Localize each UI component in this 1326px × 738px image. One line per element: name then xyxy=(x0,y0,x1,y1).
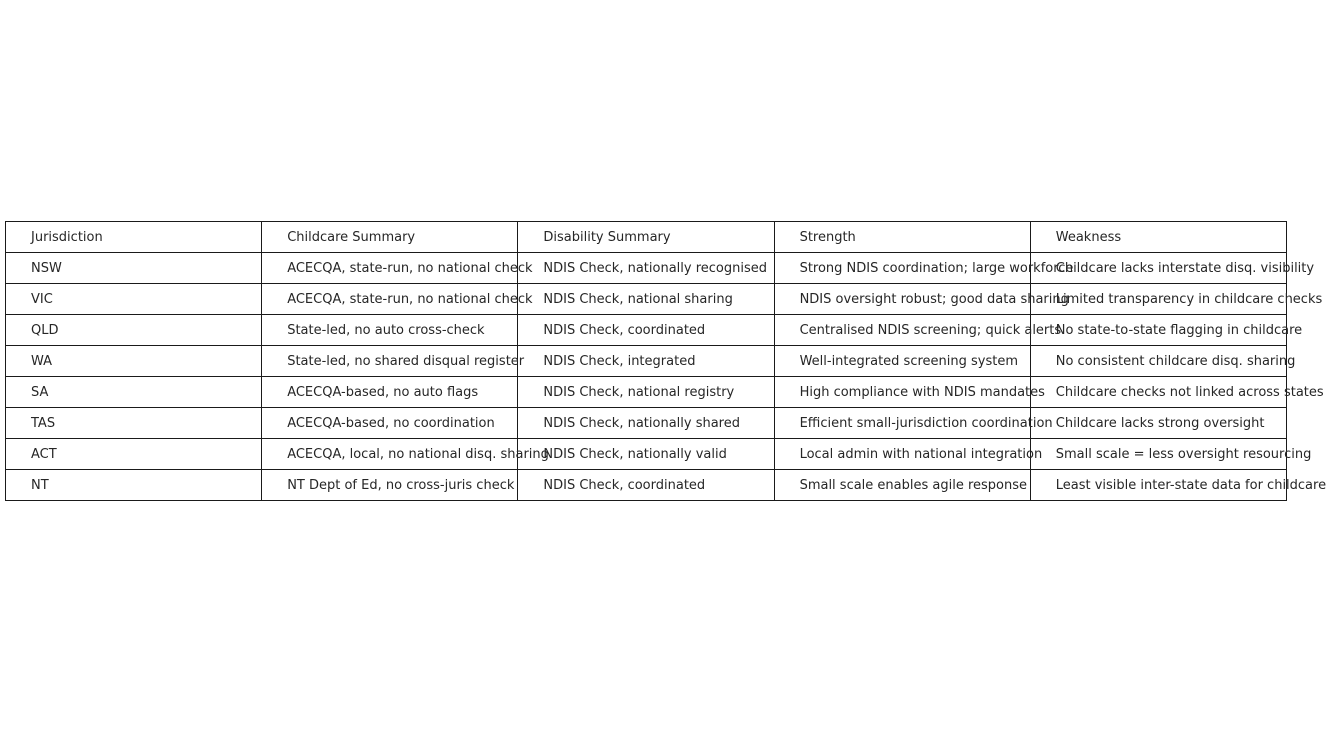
column-header-disability-summary: Disability Summary xyxy=(518,222,774,253)
table-cell: Small scale enables agile response xyxy=(774,470,1030,501)
table-cell: ACT xyxy=(6,439,262,470)
table-row xyxy=(6,253,1287,284)
table-cell: Childcare lacks interstate disq. visibility xyxy=(1030,253,1286,284)
table-cell: Centralised NDIS screening; quick alerts xyxy=(774,315,1030,346)
table-cell: NDIS Check, nationally valid xyxy=(518,439,774,470)
table-cell: No state-to-state flagging in childcare xyxy=(1030,315,1286,346)
table-cell: NDIS Check, national sharing xyxy=(518,284,774,315)
table-cell: NDIS Check, nationally recognised xyxy=(518,253,774,284)
table-cell: NSW xyxy=(6,253,262,284)
table-cell: NT xyxy=(6,470,262,501)
table-cell: ACECQA, state-run, no national check xyxy=(262,284,518,315)
table-cell: Childcare checks not linked across states xyxy=(1030,377,1286,408)
table-cell: ACECQA-based, no auto flags xyxy=(262,377,518,408)
table-row xyxy=(6,284,1287,315)
column-header-weakness: Weakness xyxy=(1030,222,1286,253)
table-cell: TAS xyxy=(6,408,262,439)
table-cell: NDIS Check, national registry xyxy=(518,377,774,408)
table-cell: Local admin with national integration xyxy=(774,439,1030,470)
data-table xyxy=(5,221,1326,501)
column-header-strength: Strength xyxy=(774,222,1030,253)
table-cell: Least visible inter-state data for childcare xyxy=(1030,470,1286,501)
table-cell: NDIS Check, integrated xyxy=(518,346,774,377)
table-cell: QLD xyxy=(6,315,262,346)
table-cell: Small scale = less oversight resourcing xyxy=(1030,439,1286,470)
table-cell: NT Dept of Ed, no cross-juris check xyxy=(262,470,518,501)
table-cell: NDIS Check, coordinated xyxy=(518,470,774,501)
table-cell: ACECQA, state-run, no national check xyxy=(262,253,518,284)
table-row xyxy=(6,315,1287,346)
table-cell: Childcare lacks strong oversight xyxy=(1030,408,1286,439)
table-row xyxy=(6,470,1287,501)
table-cell: VIC xyxy=(6,284,262,315)
table-cell: Limited transparency in childcare checks xyxy=(1030,284,1286,315)
table-header-row xyxy=(6,222,1287,253)
table-cell: NDIS Check, nationally shared xyxy=(518,408,774,439)
table-row xyxy=(6,346,1287,377)
column-header-jurisdiction: Jurisdiction xyxy=(6,222,262,253)
table-cell: ACECQA, local, no national disq. sharing xyxy=(262,439,518,470)
table-cell: State-led, no shared disqual register xyxy=(262,346,518,377)
table-cell: Well-integrated screening system xyxy=(774,346,1030,377)
table-cell: ACECQA-based, no coordination xyxy=(262,408,518,439)
table-cell: Efficient small-jurisdiction coordination xyxy=(774,408,1030,439)
table-row xyxy=(6,377,1287,408)
table-cell: State-led, no auto cross-check xyxy=(262,315,518,346)
table-cell: NDIS oversight robust; good data sharing xyxy=(774,284,1030,315)
column-header-childcare-summary: Childcare Summary xyxy=(262,222,518,253)
table-cell: SA xyxy=(6,377,262,408)
table-row xyxy=(6,408,1287,439)
table-cell: Strong NDIS coordination; large workforce xyxy=(774,253,1030,284)
table-row xyxy=(6,439,1287,470)
table-cell: NDIS Check, coordinated xyxy=(518,315,774,346)
table-cell: WA xyxy=(6,346,262,377)
table-cell: High compliance with NDIS mandates xyxy=(774,377,1030,408)
table-cell: No consistent childcare disq. sharing xyxy=(1030,346,1286,377)
data-table-container xyxy=(5,221,1326,517)
